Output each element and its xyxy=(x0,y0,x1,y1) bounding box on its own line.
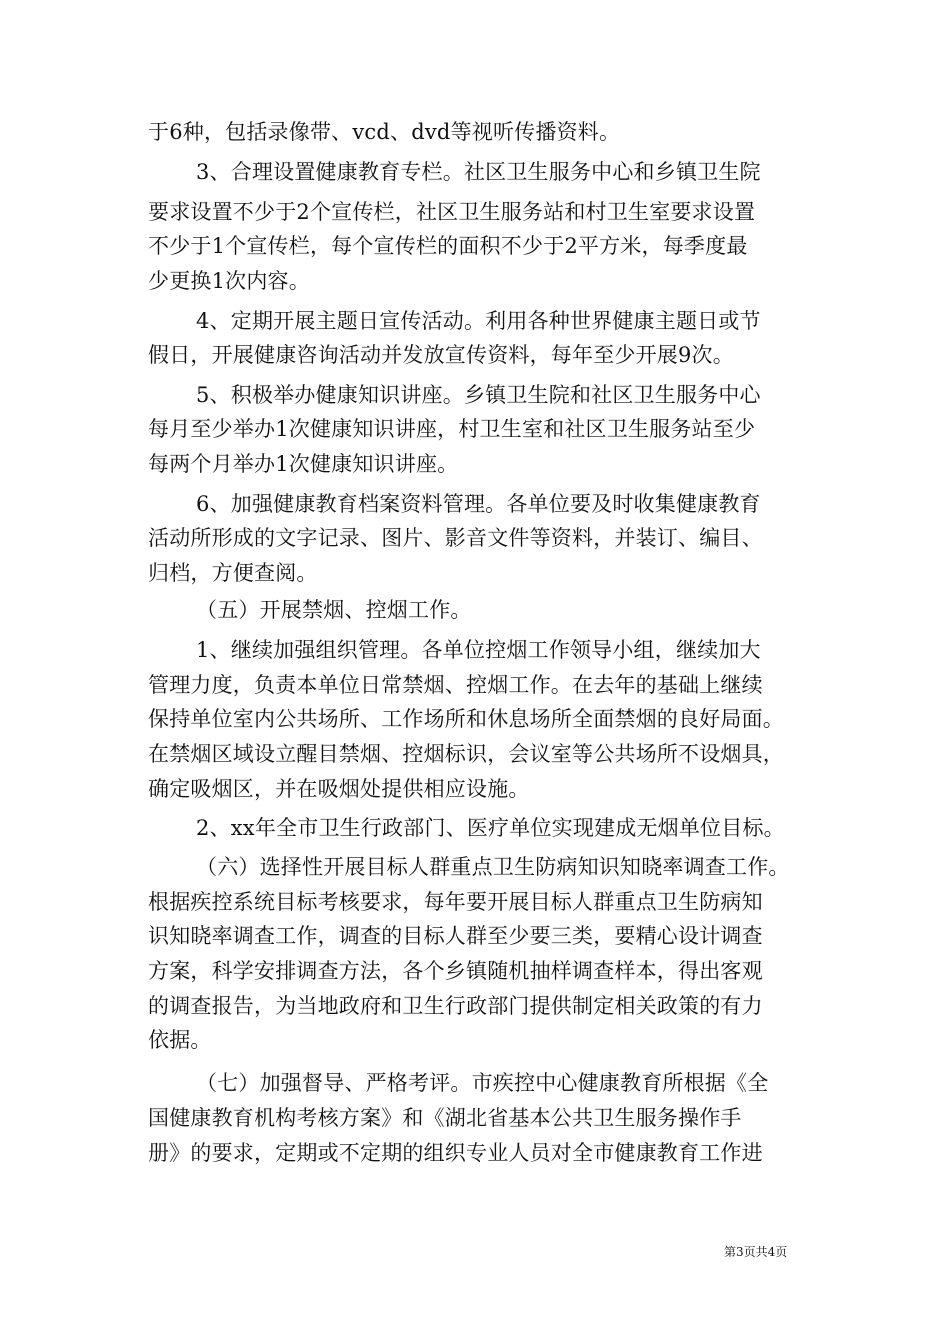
text-line: 国健康教育机构考核方案》和《湖北省基本公共卫生服务操作手 xyxy=(148,1106,742,1130)
text-line: 1、继续加强组织管理。各单位控烟工作领导小组，继续加大 xyxy=(196,638,761,662)
text-line: 依据。 xyxy=(148,1028,212,1052)
text-line: 在禁烟区域设立醒目禁烟、控烟标识，会议室等公共场所不设烟具， xyxy=(148,742,784,766)
text-line: 活动所形成的文字记录、图片、影音文件等资料，并装订、编目、 xyxy=(148,526,763,550)
text-line: 假日，开展健康咨询活动并发放宣传资料，每年至少开展9次。 xyxy=(148,343,734,367)
text-line: 4、定期开展主题日宣传活动。利用各种世界健康主题日或节 xyxy=(196,309,761,333)
text-line: 根据疾控系统目标考核要求，每年要开展目标人群重点卫生防病知 xyxy=(148,890,763,914)
text-line: 册》的要求，定期或不定期的组织专业人员对全市健康教育工作进 xyxy=(148,1141,763,1165)
page-number: 第3页共4页 xyxy=(724,1245,788,1259)
text-line: 2、xx年全市卫生行政部门、医疗单位实现建成无烟单位目标。 xyxy=(196,816,785,840)
text-line: 5、积极举办健康知识讲座。乡镇卫生院和社区卫生服务中心 xyxy=(196,383,761,407)
text-line: 6、加强健康教育档案资料管理。各单位要及时收集健康教育 xyxy=(196,492,761,516)
text-line: 要求设置不少于2个宣传栏，社区卫生服务站和村卫生室要求设置 xyxy=(148,200,756,224)
section-heading: （七）加强督导、严格考评。市疾控中心健康教育所根据《全 xyxy=(196,1071,769,1095)
text-line: 不少于1个宣传栏，每个宣传栏的面积不少于2平方米，每季度最 xyxy=(148,234,748,258)
text-line: 每月至少举办1次健康知识讲座，村卫生室和社区卫生服务站至少 xyxy=(148,417,756,441)
text-line: 3、合理设置健康教育专栏。社区卫生服务中心和乡镇卫生院 xyxy=(196,160,761,184)
text-line: 管理力度，负责本单位日常禁烟、控烟工作。在去年的基础上继续 xyxy=(148,673,763,697)
text-line: 于6种，包括录像带、vcd、dvd等视听传播资料。 xyxy=(148,120,621,144)
text-line: 归档，方便查阅。 xyxy=(148,561,318,585)
text-line: 方案，科学安排调查方法，各个乡镇随机抽样调查样本，得出客观 xyxy=(148,959,763,983)
text-line: 的调查报告，为当地政府和卫生行政部门提供制定相关政策的有力 xyxy=(148,994,763,1018)
text-line: 保持单位室内公共场所、工作场所和休息场所全面禁烟的良好局面。 xyxy=(148,707,784,731)
section-heading: （五）开展禁烟、控烟工作。 xyxy=(196,598,472,622)
text-line: 少更换1次内容。 xyxy=(148,269,310,293)
text-line: 确定吸烟区，并在吸烟处提供相应设施。 xyxy=(148,777,530,801)
section-heading: （六）选择性开展目标人群重点卫生防病知识知晓率调查工作。 xyxy=(196,855,790,879)
text-line: 识知晓率调查工作，调查的目标人群至少要三类，要精心设计调查 xyxy=(148,924,763,948)
text-line: 每两个月举办1次健康知识讲座。 xyxy=(148,452,459,476)
